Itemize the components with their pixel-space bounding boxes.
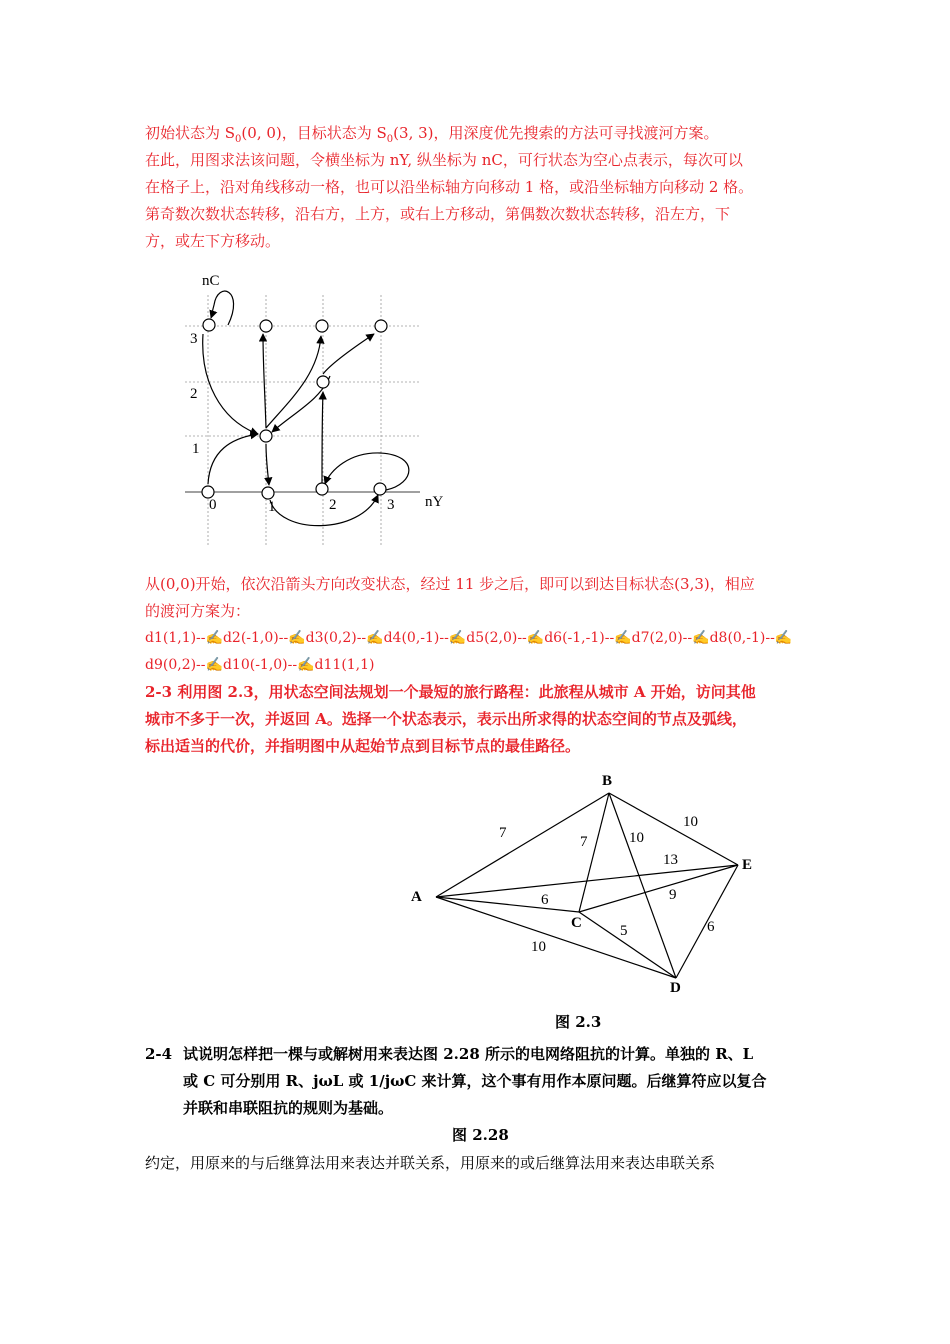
problem-2-3-line-3: 标出适当的代价，并指明图中从起始节点到目标节点的最佳路径。 bbox=[145, 737, 581, 755]
edge-label-ac: 6 bbox=[541, 892, 549, 908]
problem-2-3-line-1: 2-3 利用图 2.3，用状态空间法规划一个最短的旅行路程：此旅程从城市 A 开始，访问其他 bbox=[145, 683, 756, 701]
intro-line-2: 在此，用图求法该问题，令横坐标为 nY, 纵坐标为 nC，可行状态为空心点表示，每次可以 bbox=[145, 151, 743, 169]
solution-line-1: 从(0,0)开始，依次沿箭头方向改变状态，经过 11 步之后，即可以到达目标状态(3,3)，相应 bbox=[145, 575, 755, 593]
intro-line-1: 初始状态为 $S_0(0$, 0)，目标状态为 $S_0(3$, 3)，用深度优先搜索的方法可寻找渡河方案。 bbox=[145, 124, 719, 145]
edge-label-ce: 9 bbox=[669, 887, 677, 903]
y-tick-2: 2 bbox=[190, 386, 198, 402]
edge-label-de: 6 bbox=[707, 919, 715, 935]
intro-line-3: 在格子上，沿对角线移动一格，也可以沿坐标轴方向移动 1 格，或沿坐标轴方向移动 2 格。 bbox=[145, 178, 754, 196]
problem-2-4-line-3: 并联和串联阻抗的规则为基础。 bbox=[183, 1099, 394, 1117]
edge-label-ad: 10 bbox=[531, 939, 546, 955]
convention-line: 约定，用原来的与后继算法用来表达并联关系，用原来的或后继算法用来表达串联关系 bbox=[145, 1154, 716, 1172]
x-axis-label: nY bbox=[425, 494, 444, 510]
grid-lines bbox=[185, 295, 420, 545]
node-d-label: D bbox=[670, 980, 681, 995]
figure-2-3-caption: 图 2.3 bbox=[555, 1013, 602, 1031]
solution-line-3: d1(1,1)--✍d2(-1,0)--✍d3(0,2)--✍d4(0,-1)--✍d5(2,0)--✍d6(-1,-1)--✍d7(2,0)--✍d8(0,-1)--✍ bbox=[145, 630, 793, 646]
node-b-label: B bbox=[602, 773, 613, 789]
edge-label-bd: 10 bbox=[629, 830, 644, 846]
node-e-label: E bbox=[742, 857, 753, 873]
x-tick-2: 2 bbox=[329, 497, 337, 513]
solution-line-4: d9(0,2)--✍d10(-1,0)--✍d11(1,1) bbox=[145, 657, 375, 673]
city-graph-figure bbox=[400, 765, 780, 995]
node-a-label: A bbox=[411, 889, 422, 905]
figure-2-28-caption: 图 2.28 bbox=[452, 1126, 509, 1144]
problem-2-4-line-2: 或 C 可分别用 R、jωL 或 1/jωC 来计算，这个事有用作本原问题。后继算符应以复合 bbox=[183, 1072, 767, 1090]
state-nodes bbox=[202, 319, 387, 499]
intro-line-5: 方，或左下方移动。 bbox=[145, 232, 281, 250]
y-tick-1: 1 bbox=[192, 441, 200, 457]
problem-2-3-line-2: 城市不多于一次，并返回 A。选择一个状态表示，表示出所求得的状态空间的节点及弧线， bbox=[145, 710, 747, 728]
node-c-label: C bbox=[571, 915, 582, 931]
edge-label-bc: 7 bbox=[580, 834, 588, 850]
edge-label-cd: 5 bbox=[620, 923, 628, 939]
problem-2-4-line-1: 试说明怎样把一棵与或解树用来表达图 2.28 所示的电网络阻抗的计算。单独的 R、L bbox=[183, 1045, 754, 1063]
edge-label-be: 10 bbox=[683, 814, 698, 830]
solution-line-2: 的渡河方案为： bbox=[145, 602, 251, 620]
y-axis-label: nC bbox=[202, 273, 220, 289]
x-tick-3: 3 bbox=[387, 497, 395, 513]
edge-label-ab: 7 bbox=[499, 825, 507, 841]
problem-2-4-number: 2-4 bbox=[145, 1045, 173, 1063]
x-tick-1: 1 bbox=[268, 499, 276, 515]
y-tick-3: 3 bbox=[190, 331, 198, 347]
edge-label-ae: 13 bbox=[663, 852, 678, 868]
state-grid-figure bbox=[170, 262, 470, 552]
x-tick-0: 0 bbox=[209, 497, 217, 513]
intro-line-4: 第奇数次数状态转移，沿右方，上方，或右上方移动，第偶数次数状态转移，沿左方，下 bbox=[145, 205, 731, 223]
